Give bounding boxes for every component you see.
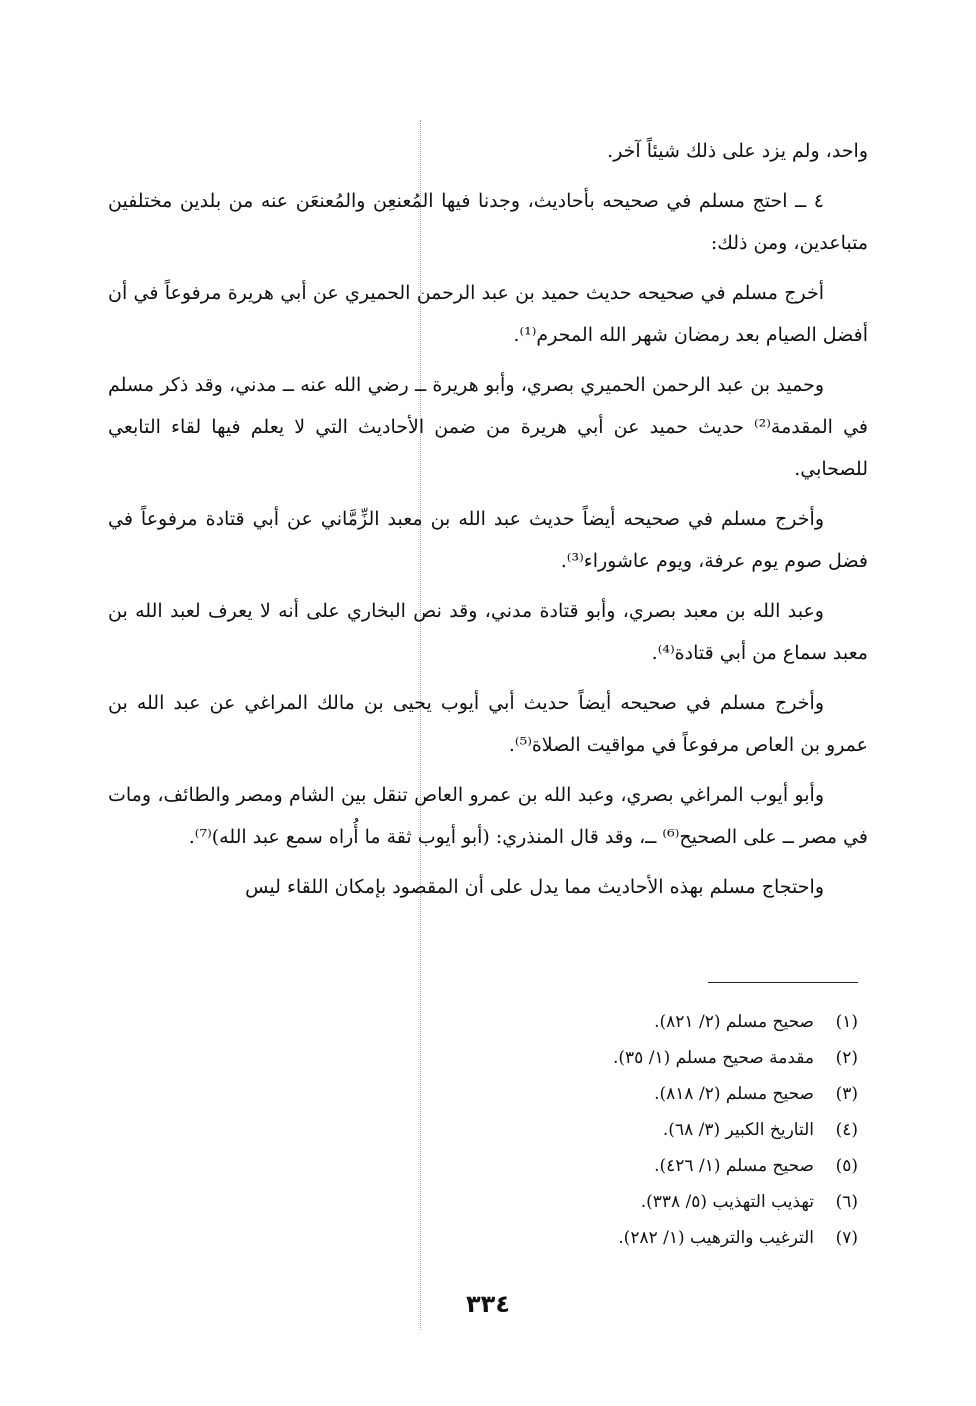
footnote-number: (٦) bbox=[835, 1192, 858, 1212]
paragraph: واحتجاج مسلم بهذه الأحاديث مما يدل على أن المقصود بإمكان اللقاء ليس bbox=[245, 876, 824, 898]
paragraph: وأبو أيوب المراغي بصري، وعبد الله بن عمرو العاص تنقل بين الشام ومصر والطائف، ومات في مصر ــ على الصحيح⁽⁶⁾ ــ، وقد قال المنذري: (أبو أيوب ثقة ما أُراه سمع عبد الله)⁽⁷⁾. bbox=[108, 784, 868, 848]
paragraph: وأخرج مسلم في صحيحه أيضاً حديث أبي أيوب يحيى بن مالك المراغي عن عبد الله بن عمرو بن العاص مرفوعاً في مواقيت الصلاة⁽⁵⁾. bbox=[108, 692, 868, 756]
footnote-text: تهذيب التهذيب (٥/ ٣٣٨). bbox=[640, 1192, 814, 1212]
paragraph: واحد، ولم يزد على ذلك شيئاً آخر. bbox=[607, 140, 868, 162]
footnote bbox=[300, 1148, 858, 1184]
footnote-text: صحيح مسلم (٢/ ٨١٨). bbox=[654, 1084, 814, 1104]
paragraph: ٤ ــ احتج مسلم في صحيحه بأحاديث، وجدنا فيها المُعنعِن والمُعنعَن عنه من بلدين مختلفين متباعدين، ومن ذلك: bbox=[108, 190, 868, 254]
footnote-number: (٣) bbox=[835, 1084, 858, 1104]
footnote bbox=[300, 1004, 858, 1040]
footnotes bbox=[300, 1004, 858, 1256]
paragraph: أخرج مسلم في صحيحه حديث حميد بن عبد الرحمن الحميري عن أبي هريرة مرفوعاً في أن أفضل الصيام بعد رمضان شهر الله المحرم⁽¹⁾. bbox=[108, 282, 868, 346]
main-text bbox=[108, 130, 868, 916]
footnote-text: مقدمة صحيح مسلم (١/ ٣٥). bbox=[612, 1048, 814, 1068]
footnote-number: (٧) bbox=[835, 1228, 858, 1248]
paragraph: وحميد بن عبد الرحمن الحميري بصري، وأبو هريرة ــ رضي الله عنه ــ مدني، وقد ذكر مسلم في المقدمة⁽²⁾ حديث حميد عن أبي هريرة من ضمن الأحاديث التي لا يعلم فيها لقاء التابعي للصحابي. bbox=[108, 374, 868, 480]
paragraph: وعبد الله بن معبد بصري، وأبو قتادة مدني، وقد نص البخاري على أنه لا يعرف لعبد الله بن معبد سماع من أبي قتادة⁽⁴⁾. bbox=[108, 600, 868, 664]
footnote bbox=[300, 1220, 858, 1256]
footnote-text: الترغيب والترهيب (١/ ٢٨٢). bbox=[618, 1228, 814, 1248]
footnote bbox=[300, 1040, 858, 1076]
footnote bbox=[300, 1112, 858, 1148]
footnote-separator bbox=[708, 982, 858, 983]
footnote-number: (١) bbox=[835, 1012, 858, 1032]
footnote-number: (٢) bbox=[835, 1048, 858, 1068]
footnote-text: صحيح مسلم (١/ ٤٢٦). bbox=[654, 1156, 814, 1176]
footnote bbox=[300, 1076, 858, 1112]
footnote-number: (٥) bbox=[835, 1156, 858, 1176]
footnote-number: (٤) bbox=[835, 1120, 858, 1140]
footnote bbox=[300, 1184, 858, 1220]
page-number: ٣٣٤ bbox=[466, 1290, 510, 1318]
paragraph: وأخرج مسلم في صحيحه أيضاً حديث عبد الله بن معبد الزِّمَّاني عن أبي قتادة مرفوعاً في فضل صوم يوم عرفة، ويوم عاشوراء⁽³⁾. bbox=[108, 508, 868, 572]
footnote-text: التاريخ الكبير (٣/ ٦٨). bbox=[662, 1120, 814, 1140]
footnote-text: صحيح مسلم (٢/ ٨٢١). bbox=[654, 1012, 814, 1032]
